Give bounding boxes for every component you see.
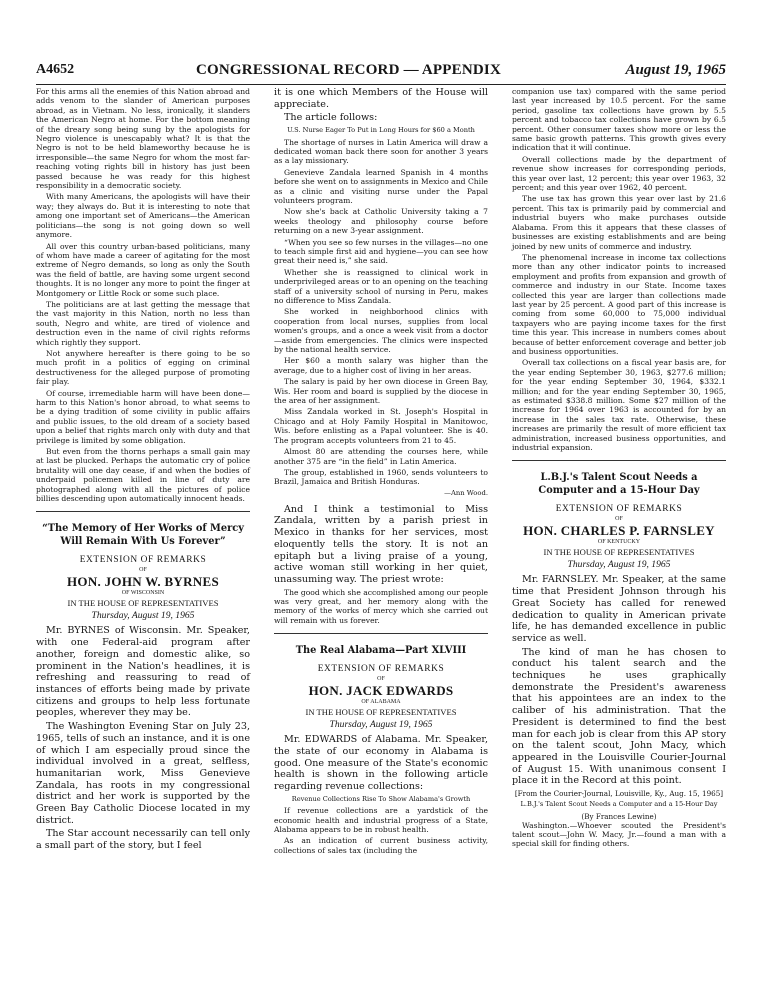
- paragraph: The salary is paid by her own diocese in Green Bay, Wis. Her room and board is supplied by the diocese in the area of her assignment.: [274, 377, 488, 406]
- paragraph: “When you see so few nurses in the villages—no one to teach simple first aid and hygiene—you can see how great their need is,” she said.: [274, 237, 488, 266]
- paragraph: The shortage of nurses in Latin America will draw a dedicated woman back there soon for another 3 years as a lay missionary.: [274, 137, 488, 166]
- paragraph: Not anywhere hereafter is there going to be so much profit in a politics of egging on criminal destructiveness for the alleged purpose of promoting fair play.: [36, 348, 250, 387]
- paragraph: Almost 80 are attending the courses here, while another 375 are “in the field” in Latin America.: [274, 447, 488, 466]
- member-name: HON. JOHN W. BYRNES: [67, 574, 219, 590]
- paragraph: Genevieve Zandala learned Spanish in 4 months before she went on to assignments in Mexico and Chile as a clinic and visiting nurse under the Papal volunteers program.: [274, 167, 488, 205]
- member-name: HON. JACK EDWARDS: [308, 683, 454, 699]
- byline: (By Frances Lewine): [581, 811, 657, 821]
- section-title: The Real Alabama—Part XLVIII: [295, 645, 467, 657]
- record-page: [36, 62, 726, 982]
- remarks-date: Thursday, August 19, 1965: [91, 610, 195, 622]
- paragraph: The use tax has grown this year over last by 21.6 percent. This tax is primarily paid by commercial and industrial buyers who make purchases outside Alabama. From this it appears that these classes of businesses are existing establishments and are being joined by new units of commerce and industry.: [512, 194, 726, 251]
- paragraph: Whether she is reassigned to clinical work in underprivileged areas or to an opening on the teaching staff of a university school of nursing in Peru, makes no difference to Miss Zandala.: [274, 267, 488, 306]
- paragraph: The group, established in 1960, sends volunteers to Brazil, Jamaica and British Honduras.: [274, 467, 488, 487]
- paragraph: For this arms all the enemies of this Nation abroad and adds venom to the slander of American purposes abroad, as in Vietnam. No less, ironically, it slanders the American Negro at home. For the bottom meaning of the dreary song being sung by the apologists for Negro violence is unescapably what? It is that the Negro is not to be held blameworthy because he is irresponsible—the same Negro for whom the most far-reaching voting rights bill in history has just been passed because he was ready for this highest responsibility in a democratic society.: [36, 87, 250, 191]
- paragraph: Her $60 a month salary was higher than the average, due to a higher cost of living in her areas.: [274, 356, 488, 375]
- of-label: OF: [377, 676, 385, 683]
- article-headline: L.B.J.'s Talent Scout Needs a Computer and a 15-Hour Day: [520, 800, 718, 809]
- house-label: IN THE HOUSE OF REPRESENTATIVES: [305, 707, 457, 718]
- paragraph: As an indication of current business activity, collections of sales tax (including the: [274, 836, 488, 855]
- author-signature: —Ann Wood.: [444, 488, 488, 497]
- paragraph: Overall collections made by the department of revenue show increases for corresponding periods, this year over last, 12 percent; this year over 1963, 32 percent; and this year over 1962, 40 percent.: [512, 154, 726, 193]
- paragraph: The politicians are at last getting the message that the vast majority in this Nation, north no less than south, Negro and white, are tired of violence and destruction even in the name of civil rights reforms which rightly they support.: [36, 299, 250, 347]
- member-state: OF KENTUCKY: [597, 539, 641, 546]
- member-state: OF WISCONSIN: [121, 590, 165, 597]
- member-name: HON. CHARLES P. FARNSLEY: [523, 523, 715, 539]
- paragraph: Mr. BYRNES of Wisconsin. Mr. Speaker, with one Federal-aid program after another, foreign and domestic alike, so prominent in the Nation's headlines, it is refreshing and reassuring to read of instances of efforts being made by private citizens and groups to help less fortunate peoples, wherever they may be.: [36, 625, 250, 719]
- issue-date: August 19, 1965: [625, 62, 726, 78]
- section-divider: [274, 633, 488, 634]
- paragraph: it is one which Members of the House will appreciate.: [274, 87, 488, 110]
- paragraph: The article follows:: [284, 112, 378, 124]
- article-headline: U.S. Nurse Eager To Put in Long Hours for $60 a Month: [287, 126, 475, 135]
- paragraph: Now she's back at Catholic University taking a 7 weeks theology and philosophy course before returning on a new 3-year assignment.: [274, 207, 488, 236]
- paragraph: If revenue collections are a yardstick of the economic health and industrial progress of a State, Alabama appears to be in robust health.: [274, 806, 488, 835]
- paragraph: With many Americans, the apologists will have their way; they always do. But it is interesting to note that among one important set of Americans—the American politicians—the song is not going down so well anymore.: [36, 192, 250, 240]
- paragraph: She worked in neighborhood clinics with cooperation from local nurses, supplies from local women's groups, and a once a week visit from a doctor—aside from emergencies. The clinics were inspected by the national health service.: [274, 307, 488, 355]
- paragraph: All over this country urban-based politicians, many of whom have made a career of agitating for the most extreme of Negro demands, so long as only the South was the field of battle, are having some urgent second thoughts. It is no longer any more to point the finger at Montgomery or Little Rock or some such place.: [36, 241, 250, 298]
- column-2: [274, 87, 488, 857]
- column-1: [36, 87, 250, 854]
- extension-heading: EXTENSION OF REMARKS: [555, 504, 683, 515]
- house-label: IN THE HOUSE OF REPRESENTATIVES: [543, 547, 695, 558]
- paragraph: And I think a testimonial to Miss Zandala, written by a parish priest in Mexico in thanks for her services, most eloquently tells the story. It is not an epitaph but a living praise of a young, active woman still working in her quiet, unassuming way. The priest wrote:: [274, 503, 488, 585]
- section-title: “The Memory of Her Works of Mercy Will Remain With Us Forever”: [42, 523, 244, 548]
- paragraph: The phenomenal increase in income tax collections more than any other indicator points to increased employment and profits from expansion and growth of commerce and industry in our State. Income taxes collected this year are larger than collections made last year by 25 percent. A good part of this increase is coming from some 60,000 to 75,000 individual taxpayers who are paying income taxes for the first time this year. This increase in numbers comes about because of better enforcement coverage and better job and business opportunities.: [512, 252, 726, 356]
- section-divider: [36, 511, 250, 512]
- paragraph: Washington.—Whoever scouted the President's talent scout—John W. Macy, Jr.—found a man with a special skill for finding others.: [512, 820, 726, 849]
- article-headline: Revenue Collections Rise To Show Alabama's Growth: [291, 794, 471, 803]
- paragraph: Overall tax collections on a fiscal year basis are, for the year ending September 30, 1963, $277.6 million; for the year ending September 30, 1964, $332.1 million; and for the year ending September 30, 1965, as estimated $338.8 million. Some $27 million of the increase for 1964 over 1963 is accounted for by an increase in the sales tax rate. Otherwise, these increases are primarily the result of more efficient tax administration, increased business opportunities, and industrial expansion.: [512, 358, 726, 453]
- paragraph: The Star account necessarily can tell only a small part of the story, but I feel: [36, 828, 250, 852]
- of-label: OF: [139, 567, 147, 574]
- member-state: OF ALABAMA: [361, 699, 401, 706]
- paragraph: Mr. EDWARDS of Alabama. Mr. Speaker, the state of our economy in Alabama is good. One measure of the State's economic health is shown in the following article regarding revenue collections:: [274, 734, 488, 793]
- section-divider: [512, 460, 726, 461]
- extension-heading: EXTENSION OF REMARKS: [317, 664, 445, 675]
- header-rule: [36, 84, 726, 85]
- page-header: [36, 62, 726, 86]
- paragraph: The kind of man he has chosen to conduct his talent search and the techniques he uses graphically demonstrate the President's awareness that his appointees are an index to the caliber of his administration. That the President is determined to find the best man for each job is clear from this AP story on the talent scout, John Macy, which appeared in the Louisville Courier-Journal of August 15. With unanimous consent I place it in the Record at this point.: [512, 646, 726, 787]
- quoted-paragraph: The good which she accomplished among our people was very great, and her memory along with the memory of the works of mercy which she carried out will remain with us forever.: [274, 587, 488, 625]
- of-label: OF: [615, 516, 623, 523]
- paragraph: But even from the thorns perhaps a small gain may at last be plucked. Perhaps the automatic cry of police brutality will one day cease, if and when the bodies of underpaid policemen killed in line of duty are photographed along with all the pictures of police billies descending upon automatically innocent heads.: [36, 447, 250, 504]
- paragraph: Mr. FARNSLEY. Mr. Speaker, at the same time that President Johnson through his Great Society has called for renewed dedication to quality in American private life, he has demanded excellence in public service as well.: [512, 574, 726, 644]
- page-number: A4652: [36, 62, 75, 77]
- extension-heading: EXTENSION OF REMARKS: [79, 555, 207, 566]
- column-3: [512, 87, 726, 851]
- house-label: IN THE HOUSE OF REPRESENTATIVES: [67, 598, 219, 609]
- paragraph: The Washington Evening Star on July 23, 1965, tells of such an instance, and it is one of which I am especially proud since the individual involved in a great, selfless, humanitarian work, Miss Genevieve Zandala, has roots in my congressional district and her work is supported by the Green Bay Catholic Diocese located in my district.: [36, 721, 250, 826]
- paragraph: Miss Zandala worked in St. Joseph's Hospital in Chicago and at Holy Family Hospital in Manitowoc, Wis. before enlisting as a Papal volunteer. She is 40. The program accepts volunteers from 21 to 45.: [274, 407, 488, 445]
- publication-title: CONGRESSIONAL RECORD — APPENDIX: [196, 62, 501, 78]
- remarks-date: Thursday, August 19, 1965: [567, 559, 671, 571]
- paragraph: companion use tax) compared with the same period last year increased by 10.5 percent. For the same period, gasoline tax collections have grown by 5.5 percent and tobacco tax collections have grown by 6.5 percent. Other consumer taxes show more or less the same basic growth patterns. This growth gives every indication that it will continue.: [512, 87, 726, 153]
- paragraph: Of course, irremediable harm will have been done—harm to this Nation's honor abroad, to what seems to be a dying tradition of some civility in public affairs and public issues, to the old dream of a society based upon a belief that rights march only with duty and that privilege is limited by some obligation.: [36, 388, 250, 445]
- source-citation: [From the Courier-Journal, Louisville, Ky., Aug. 15, 1965]: [514, 789, 724, 799]
- remarks-date: Thursday, August 19, 1965: [329, 719, 433, 731]
- section-title: L.B.J.'s Talent Scout Needs a Computer and a 15-Hour Day: [538, 472, 700, 497]
